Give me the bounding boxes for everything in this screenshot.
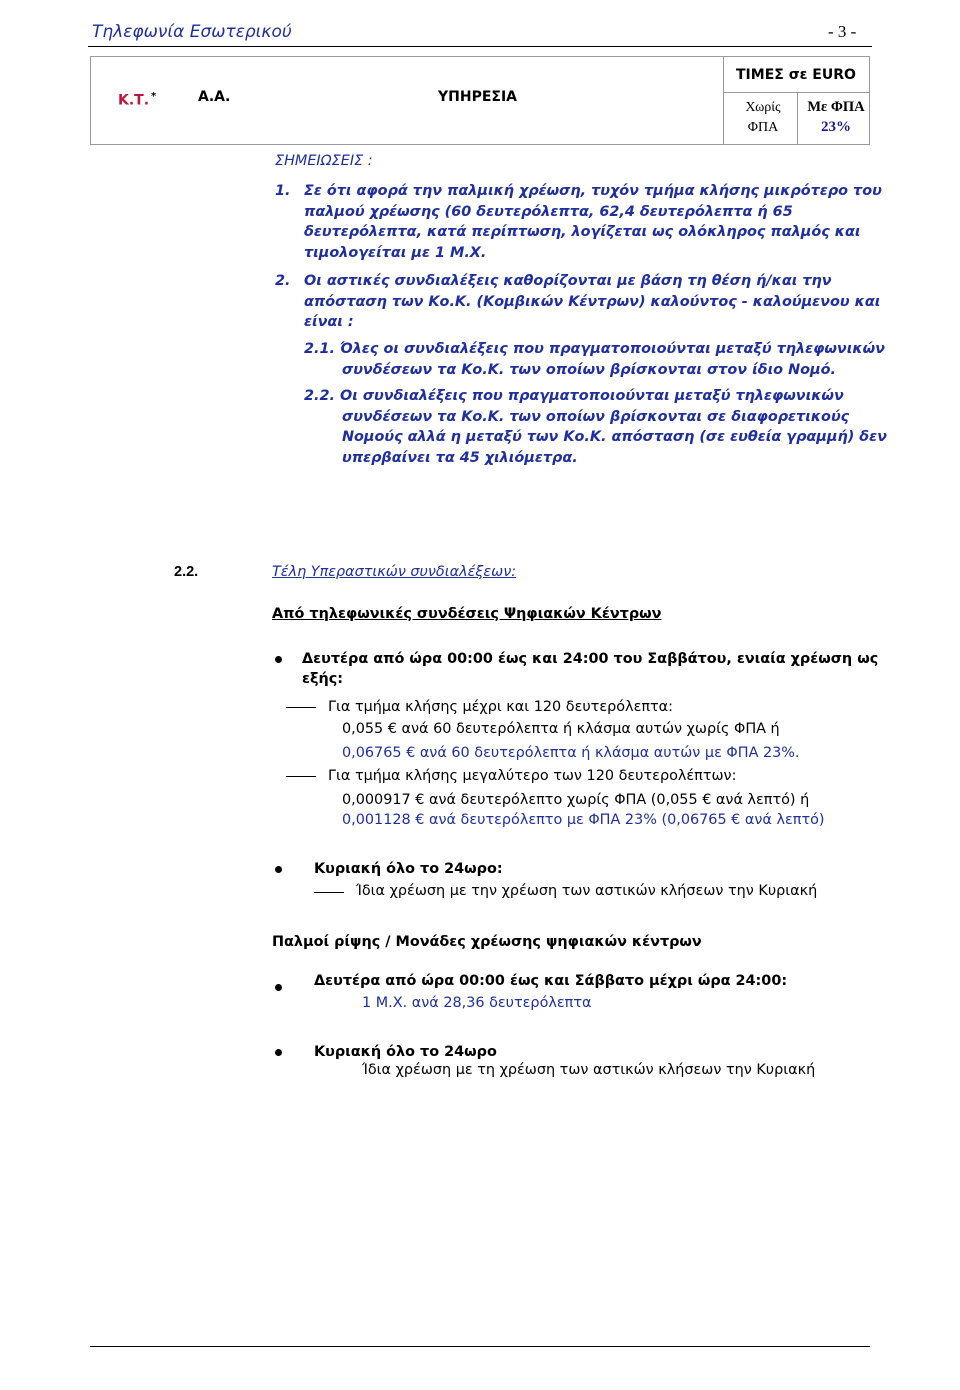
rate-first-120s-no-vat: 0,055 € ανά 60 δευτερόλεπτα ή κλάσμα αυτών χωρίς ΦΠΑ ή: [342, 721, 780, 737]
col-kt: Κ.Τ. *: [118, 91, 157, 109]
rate-after-120s-no-vat: 0,000917 € ανά δευτερόλεπτο χωρίς ΦΠΑ (0,055 € ανά λεπτό) ή: [342, 792, 810, 808]
col-without-vat-1: Χωρίς: [745, 100, 781, 115]
bullet-weekday-line: εξής:: [302, 671, 344, 687]
note-1: [304, 181, 882, 263]
subtitle-digital-centres: Από τηλεφωνικές συνδέσεις Ψηφιακών Κέντρων: [272, 606, 662, 622]
bullet-weekday-rate: [302, 649, 878, 689]
note-2-line: απόσταση των Κο.Κ. (Κομβικών Κέντρων) καλούντος - καλούμενου και: [304, 293, 881, 310]
note-2-2: [304, 386, 887, 468]
pulse-sunday-detail: Ίδια χρέωση με τη χρέωση των αστικών κλήσεων την Κυριακή: [362, 1062, 816, 1078]
header-rule: [88, 46, 872, 47]
bullet-pulse-sunday: Κυριακή όλο το 24ωρο: [314, 1044, 497, 1060]
note-1-line: παλμού χρέωσης (60 δευτερόλεπτα, 62,4 δευτερόλεπτα ή 65: [304, 203, 793, 220]
rate-first-120s-with-vat: 0,06765 € ανά 60 δευτερόλεπτα ή κλάσμα αυτών με ΦΠΑ 23%.: [342, 745, 800, 761]
rate-after-120s: Για τμήμα κλήσης μεγαλύτερο των 120 δευτερολέπτων:: [328, 768, 737, 784]
bullet-icon: [275, 656, 282, 663]
note-1-line: Σε ότι αφορά την παλμική χρέωση, τυχόν τμήμα κλήσης μικρότερο του: [304, 183, 882, 199]
bullet-icon: [275, 866, 282, 873]
note-2: [304, 271, 880, 333]
document-title: Τηλεφωνία Εσωτερικού: [92, 22, 292, 42]
dash-icon: [286, 776, 316, 777]
bullet-pulse-weekday: Δευτέρα από ώρα 00:00 έως και Σάββατο μέχρι ώρα 24:00:: [314, 973, 788, 989]
footer-rule: [90, 1346, 870, 1347]
rate-after-120s-with-vat: 0,001128 € ανά δευτερόλεπτο με ΦΠΑ 23% (0,06765 € ανά λεπτό): [342, 812, 825, 828]
bullet-sunday-rate: Κυριακή όλο το 24ωρο:: [314, 861, 503, 877]
rate-first-120s: Για τμήμα κλήσης μέχρι και 120 δευτερόλεπτα:: [328, 699, 674, 715]
table-header-bottom-border: [90, 144, 870, 145]
note-2-line: είναι :: [304, 314, 354, 330]
table-price-col-divider: [797, 92, 798, 144]
notes-heading: ΣΗΜΕΙΩΣΕΙΣ :: [275, 153, 373, 169]
col-service: ΥΠΗΡΕΣΙΑ: [438, 89, 518, 105]
table-right-border: [869, 56, 870, 144]
note-2-number: 2.: [275, 273, 291, 289]
sunday-rate-detail: Ίδια χρέωση με την χρέωση των αστικών κλήσεων την Κυριακή: [356, 883, 818, 899]
table-left-border: [90, 56, 91, 144]
note-1-line: τιμολογείται με 1 Μ.Χ.: [304, 244, 487, 261]
pulse-weekday-detail: 1 Μ.Χ. ανά 28,36 δευτερόλεπτα: [362, 995, 592, 1011]
section-title: Τέλη Υπεραστικών συνδιαλέξεων:: [272, 564, 517, 580]
section-number: 2.2.: [174, 564, 199, 580]
col-without-vat-2: ΦΠΑ: [747, 120, 779, 135]
note-2-1: [304, 339, 885, 380]
note-2-2-line: υπερβαίνει τα 45 χιλιόμετρα.: [342, 449, 578, 466]
bullet-weekday-line: Δευτέρα από ώρα 00:00 έως και 24:00 του Σαββάτου, ενιαία χρέωση ως: [302, 651, 879, 667]
dash-icon: [286, 707, 316, 708]
note-2-2-line: συνδέσεων τα Κο.Κ. των οποίων βρίσκονται σε διαφορετικούς: [342, 408, 850, 425]
page-number: - 3 -: [828, 22, 857, 41]
bullet-icon: [275, 984, 282, 991]
subtitle-pulses: Παλμοί ρίψης / Μονάδες χρέωσης ψηφιακών κέντρων: [272, 934, 702, 950]
note-1-line: δευτερόλεπτα, κατά περίπτωση, λογίζεται ως ολόκληρος παλμός και: [304, 224, 861, 240]
col-prices: ΤΙΜΕΣ σε EURO: [736, 67, 856, 83]
col-with-vat-1: Με ΦΠΑ: [807, 99, 865, 115]
col-aa: Α.Α.: [198, 89, 231, 105]
bullet-icon: [275, 1049, 282, 1056]
note-2-1-line: συνδέσεων τα Κο.Κ. των οποίων βρίσκονται στον ίδιο Νομό.: [342, 361, 836, 378]
table-price-left-border: [723, 56, 724, 144]
col-with-vat-2: 23%: [821, 119, 851, 135]
note-2-line: Οι αστικές συνδιαλέξεις καθορίζονται με βάση τη θέση ή/και την: [304, 273, 832, 289]
note-2-1-line: 2.1. Όλες οι συνδιαλέξεις που πραγματοποιούνται μεταξύ τηλεφωνικών: [304, 341, 885, 357]
dash-icon: [314, 892, 344, 893]
note-1-number: 1.: [275, 183, 291, 199]
table-top-border: [90, 56, 870, 57]
note-2-2-line: Νομούς αλλά η μεταξύ των Κο.Κ. απόσταση (σε ευθεία γραμμή) δεν: [342, 429, 887, 445]
note-2-2-line: 2.2. Οι συνδιαλέξεις που πραγματοποιούνται μεταξύ τηλεφωνικών: [304, 388, 844, 404]
